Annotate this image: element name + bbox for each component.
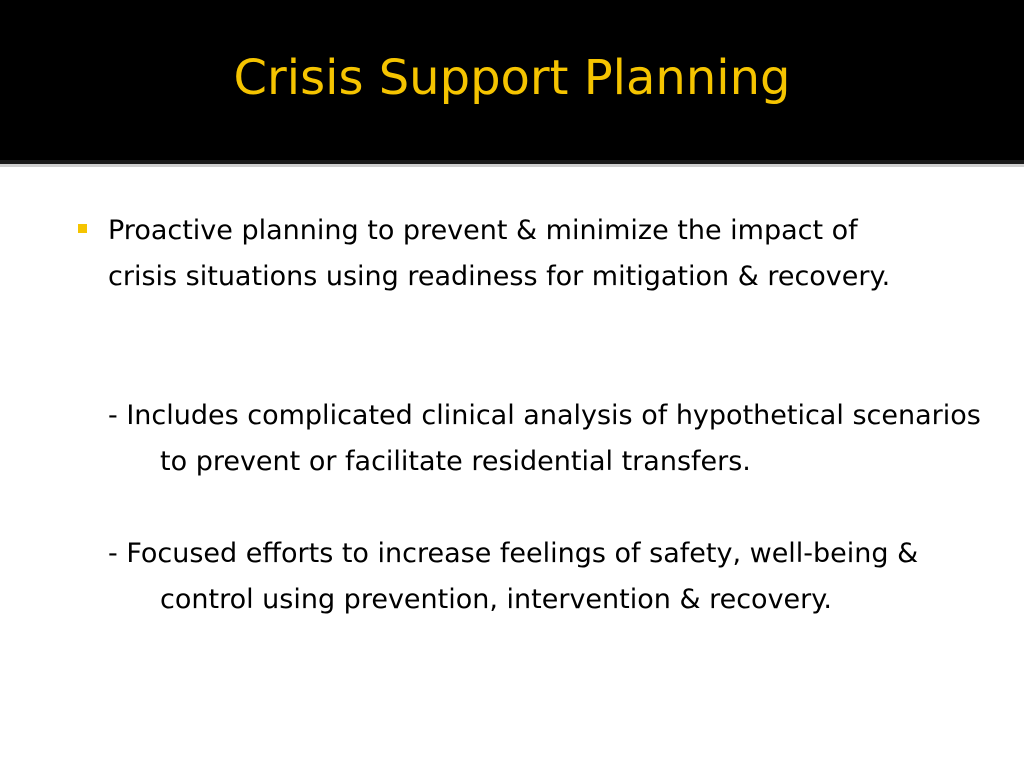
sub-item-clinical-analysis: - Includes complicated clinical analysis of hypothetical scenarios to prevent or facilitate residential transfers.	[108, 400, 981, 477]
bullet-text: Proactive planning to prevent & minimize the impact of crisis situations using readiness for mitigation & recovery.	[108, 215, 891, 292]
slide-body	[0, 167, 1024, 768]
title-band	[0, 0, 1024, 160]
slide-title: Crisis Support Planning	[233, 50, 791, 106]
sub-item-focused-efforts: - Focused efforts to increase feelings of safety, well-being & control using prevention, intervention & recovery.	[108, 538, 919, 615]
square-bullet-icon	[78, 224, 87, 233]
